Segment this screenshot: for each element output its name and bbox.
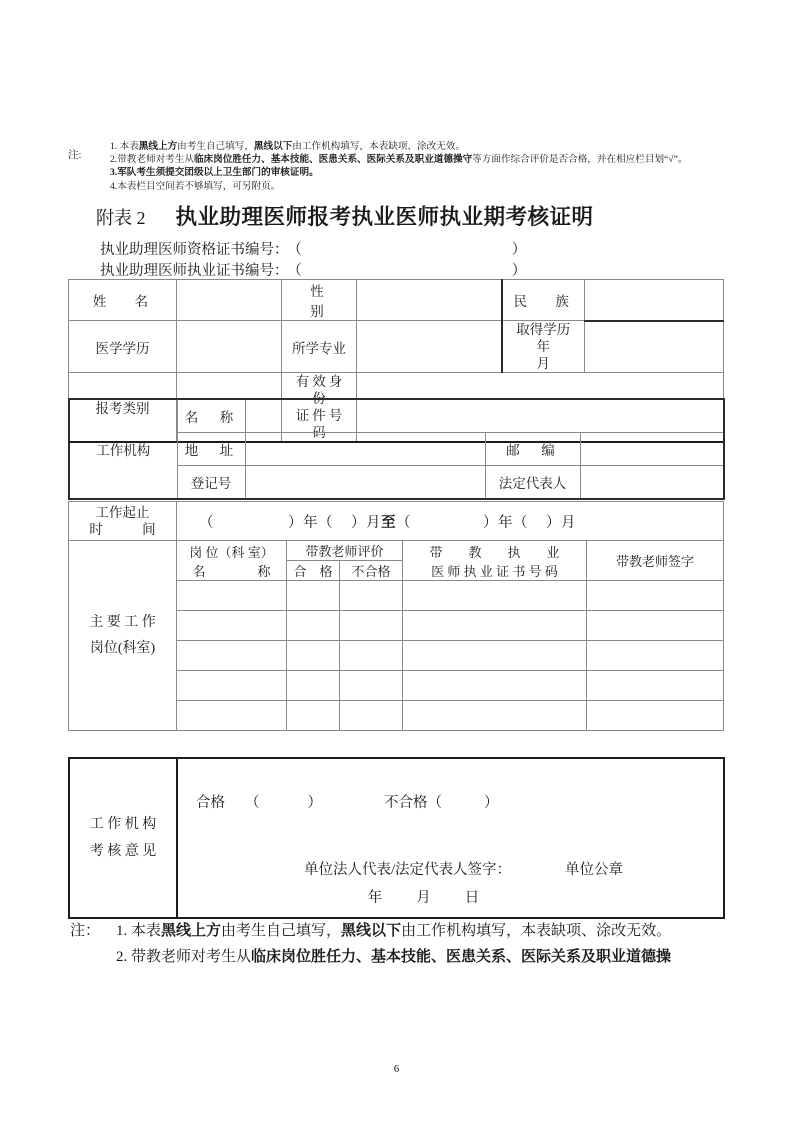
opinion-signature-line bbox=[182, 858, 719, 879]
position-license-cell[interactable] bbox=[403, 671, 587, 701]
position-pass-cell[interactable] bbox=[287, 701, 340, 731]
opinion-section-label bbox=[69, 758, 177, 918]
table-row bbox=[69, 758, 724, 918]
header-post-name bbox=[177, 541, 287, 581]
top-note-1-s2: 由考生自己填写， bbox=[177, 141, 254, 152]
work-period-label-line1: 工作起止 bbox=[95, 505, 150, 520]
bottom-note-line-2 bbox=[70, 944, 750, 970]
practice-cert-line bbox=[100, 259, 526, 280]
opinion-date-day: 日 bbox=[464, 890, 480, 906]
top-notes-block bbox=[68, 140, 728, 193]
header-fail: 不合格 bbox=[340, 561, 403, 581]
top-note-1-s1: 黑线上方 bbox=[138, 141, 178, 152]
top-notes-list bbox=[110, 140, 728, 193]
org-legalrep-value[interactable] bbox=[580, 466, 724, 500]
position-signature-cell[interactable] bbox=[587, 611, 724, 641]
id-number-label-line2: 证件号码 bbox=[295, 408, 346, 440]
org-regno-value[interactable] bbox=[245, 466, 485, 500]
header-license-number bbox=[403, 541, 587, 581]
position-pass-cell[interactable] bbox=[287, 671, 340, 701]
header-license-line1: 带 教 执 业 bbox=[429, 544, 560, 560]
opinion-section-label-line1: 工 作 机 构 bbox=[89, 817, 157, 832]
top-note-1-s4: 由工作机构填写，本表缺项、涂改无效。 bbox=[292, 141, 465, 152]
top-note-2-s0: 带教老师对考生从 bbox=[117, 154, 194, 166]
organization-opinion-table bbox=[68, 757, 725, 919]
name-value[interactable] bbox=[177, 280, 282, 321]
header-teacher-signature: 带教老师签字 bbox=[587, 541, 724, 581]
top-note-item-1 bbox=[110, 140, 728, 153]
opinion-pass-label: 合格 bbox=[196, 795, 225, 811]
practice-cert-label: 执业助理医师执业证书编号： bbox=[100, 263, 289, 279]
education-value[interactable] bbox=[177, 321, 282, 373]
ethnicity-label: 民 族 bbox=[502, 280, 585, 321]
bn1-s3: 黑线以下 bbox=[341, 923, 402, 939]
top-notes-label: 注: bbox=[68, 150, 82, 161]
table-header-row bbox=[69, 541, 724, 561]
work-period-value[interactable] bbox=[177, 502, 724, 541]
org-name-value[interactable] bbox=[245, 399, 724, 433]
bn1-s0: 1. 本表 bbox=[116, 923, 162, 939]
top-note-4-num: 4. bbox=[110, 180, 118, 192]
position-post-cell[interactable] bbox=[177, 641, 287, 671]
period-open-2: （ bbox=[396, 514, 411, 531]
position-signature-cell[interactable] bbox=[587, 671, 724, 701]
opinion-seal-label: 单位公章 bbox=[565, 862, 624, 878]
bn1-s2: 由考生自己填写， bbox=[221, 923, 342, 939]
bn2-s0: 2. 带教老师对考生从 bbox=[116, 949, 252, 965]
position-pass-cell[interactable] bbox=[287, 581, 340, 611]
top-note-1-s0: 本表 bbox=[119, 141, 139, 152]
header-post-name-line2: 名 称 bbox=[192, 563, 271, 579]
education-label: 医学学历 bbox=[69, 321, 177, 373]
header-pass: 合 格 bbox=[287, 561, 340, 581]
position-license-cell[interactable] bbox=[403, 611, 587, 641]
opinion-signature-label[interactable]: 单位法人代表/法定代表人签字： bbox=[303, 862, 512, 878]
work-period-label bbox=[69, 502, 177, 541]
header-license-line2: 医 师 执 业 证 书 号 码 bbox=[431, 563, 558, 579]
top-note-item-4 bbox=[110, 180, 728, 193]
positions-section-label-line1: 主 要 工 作 bbox=[89, 614, 156, 630]
qualification-cert-paren-close: ） bbox=[511, 242, 527, 258]
ethnicity-value[interactable] bbox=[585, 280, 724, 321]
period-close-1: ）年（ bbox=[288, 514, 333, 531]
org-name-label: 名 称 bbox=[177, 399, 245, 433]
position-license-cell[interactable] bbox=[403, 641, 587, 671]
bottom-note-row-1 bbox=[70, 918, 750, 944]
period-close-2: ）月 bbox=[351, 514, 381, 531]
practice-cert-paren-close: ） bbox=[511, 263, 527, 279]
top-note-4-s0: 本表栏目空间若不够填写，可另附页。 bbox=[117, 180, 281, 192]
opinion-section-label-line2: 考 核 意 见 bbox=[89, 844, 157, 859]
opinion-date-line[interactable] bbox=[182, 886, 719, 907]
position-signature-cell[interactable] bbox=[587, 581, 724, 611]
attachment-label: 附表 2 bbox=[96, 208, 146, 228]
position-license-cell[interactable] bbox=[403, 581, 587, 611]
position-post-cell[interactable] bbox=[177, 611, 287, 641]
period-to: 至 bbox=[381, 514, 396, 531]
top-note-1-s3: 黑线以下 bbox=[253, 141, 293, 152]
position-signature-cell[interactable] bbox=[587, 641, 724, 671]
positions-section-label-line2: 岗位(科室) bbox=[89, 640, 156, 656]
top-note-2-s2: 等方面作综合评价是否合格，并在相应栏目划“√”。 bbox=[472, 154, 688, 166]
position-fail-cell[interactable] bbox=[340, 701, 403, 731]
work-period-label-line2: 时 间 bbox=[89, 522, 160, 537]
work-period-table bbox=[68, 501, 724, 541]
opinion-fail-open: （ bbox=[427, 795, 442, 811]
bottom-notes-block bbox=[70, 918, 750, 970]
org-address-label: 地 址 bbox=[177, 433, 245, 466]
opinion-pass-open: （ bbox=[245, 795, 260, 811]
opinion-fail-label: 不合格 bbox=[384, 795, 428, 811]
positions-section-label bbox=[69, 541, 177, 731]
page-title: 执业助理医师报考执业医师执业期考核证明 bbox=[175, 205, 594, 229]
position-signature-cell[interactable] bbox=[587, 701, 724, 731]
id-number-label-line1: 有效身份 bbox=[295, 374, 346, 406]
position-fail-cell[interactable] bbox=[340, 671, 403, 701]
org-postcode-label: 邮 编 bbox=[485, 433, 580, 466]
top-note-3-num: 3. bbox=[110, 167, 118, 179]
position-post-cell[interactable] bbox=[177, 581, 287, 611]
bn2-s1: 临床岗位胜任力、基本技能、医患关系、医际关系及职业道德操 bbox=[251, 949, 672, 965]
table-row bbox=[69, 321, 724, 373]
top-note-2-s1: 临床岗位胜任力、基本技能、医患关系、医际关系及职业道德操守 bbox=[193, 154, 473, 166]
position-pass-cell[interactable] bbox=[287, 611, 340, 641]
position-post-cell[interactable] bbox=[177, 671, 287, 701]
table-row bbox=[69, 502, 724, 541]
org-address-value[interactable] bbox=[245, 433, 485, 466]
top-note-item-3 bbox=[110, 166, 728, 179]
top-note-3-s0: 军队考生须提交团级以上卫生部门的审核证明。 bbox=[117, 167, 319, 179]
position-post-cell[interactable] bbox=[177, 701, 287, 731]
top-note-2-num: 2. bbox=[110, 154, 118, 166]
position-pass-cell[interactable] bbox=[287, 641, 340, 671]
org-regno-label: 登记号 bbox=[177, 466, 245, 500]
period-close-4: ）月 bbox=[546, 514, 576, 531]
table-row bbox=[69, 399, 724, 433]
gender-value[interactable] bbox=[357, 280, 502, 321]
qualification-cert-label: 执业助理医师资格证书编号： bbox=[100, 242, 289, 258]
opinion-date-month: 月 bbox=[416, 890, 431, 906]
degree-date-label-line1: 取得学历 bbox=[516, 322, 571, 337]
org-legalrep-label: 法定代表人 bbox=[485, 466, 580, 500]
major-label: 所学专业 bbox=[282, 321, 357, 373]
work-organization-table bbox=[68, 398, 725, 500]
gender-label: 性 别 bbox=[282, 280, 357, 321]
table-row bbox=[69, 280, 724, 321]
name-label: 姓 名 bbox=[69, 280, 177, 321]
apply-type-label: 报考类别 bbox=[69, 373, 177, 443]
position-fail-cell[interactable] bbox=[340, 611, 403, 641]
org-postcode-value[interactable] bbox=[580, 433, 724, 466]
title-row bbox=[68, 200, 728, 231]
bottom-notes-label: 注： bbox=[70, 923, 101, 939]
degree-date-label-line2: 年 月 bbox=[536, 339, 590, 371]
bottom-note-line-1 bbox=[116, 918, 671, 944]
degree-date-value[interactable] bbox=[585, 321, 724, 373]
qualification-cert-line bbox=[100, 238, 526, 259]
opinion-result-line bbox=[196, 791, 719, 812]
opinion-pass-close: ） bbox=[307, 795, 322, 811]
period-close-3: ）年（ bbox=[483, 514, 528, 531]
degree-date-label bbox=[502, 321, 590, 373]
bn1-s1: 黑线上方 bbox=[161, 923, 222, 939]
opinion-fail-close: ） bbox=[484, 795, 499, 811]
position-fail-cell[interactable] bbox=[340, 641, 403, 671]
page-number: 6 bbox=[393, 1063, 400, 1075]
bn1-s4: 由工作机构填写，本表缺项、涂改无效。 bbox=[401, 923, 672, 939]
practice-cert-paren-open: （ bbox=[294, 263, 302, 279]
period-open-1: （ bbox=[199, 514, 214, 531]
work-positions-table bbox=[68, 540, 724, 731]
position-fail-cell[interactable] bbox=[340, 581, 403, 611]
top-note-1-num: 1. bbox=[110, 141, 118, 152]
position-license-cell[interactable] bbox=[403, 701, 587, 731]
header-post-name-line1: 岗 位（科 室） bbox=[189, 544, 274, 560]
top-note-item-2 bbox=[110, 153, 728, 166]
work-org-section-label: 工作机构 bbox=[69, 399, 177, 499]
major-value[interactable] bbox=[357, 321, 502, 373]
header-evaluation: 带教老师评价 bbox=[287, 541, 403, 561]
opinion-date-year: 年 bbox=[367, 890, 383, 906]
qualification-cert-paren-open: （ bbox=[294, 242, 302, 258]
opinion-body bbox=[177, 758, 724, 918]
